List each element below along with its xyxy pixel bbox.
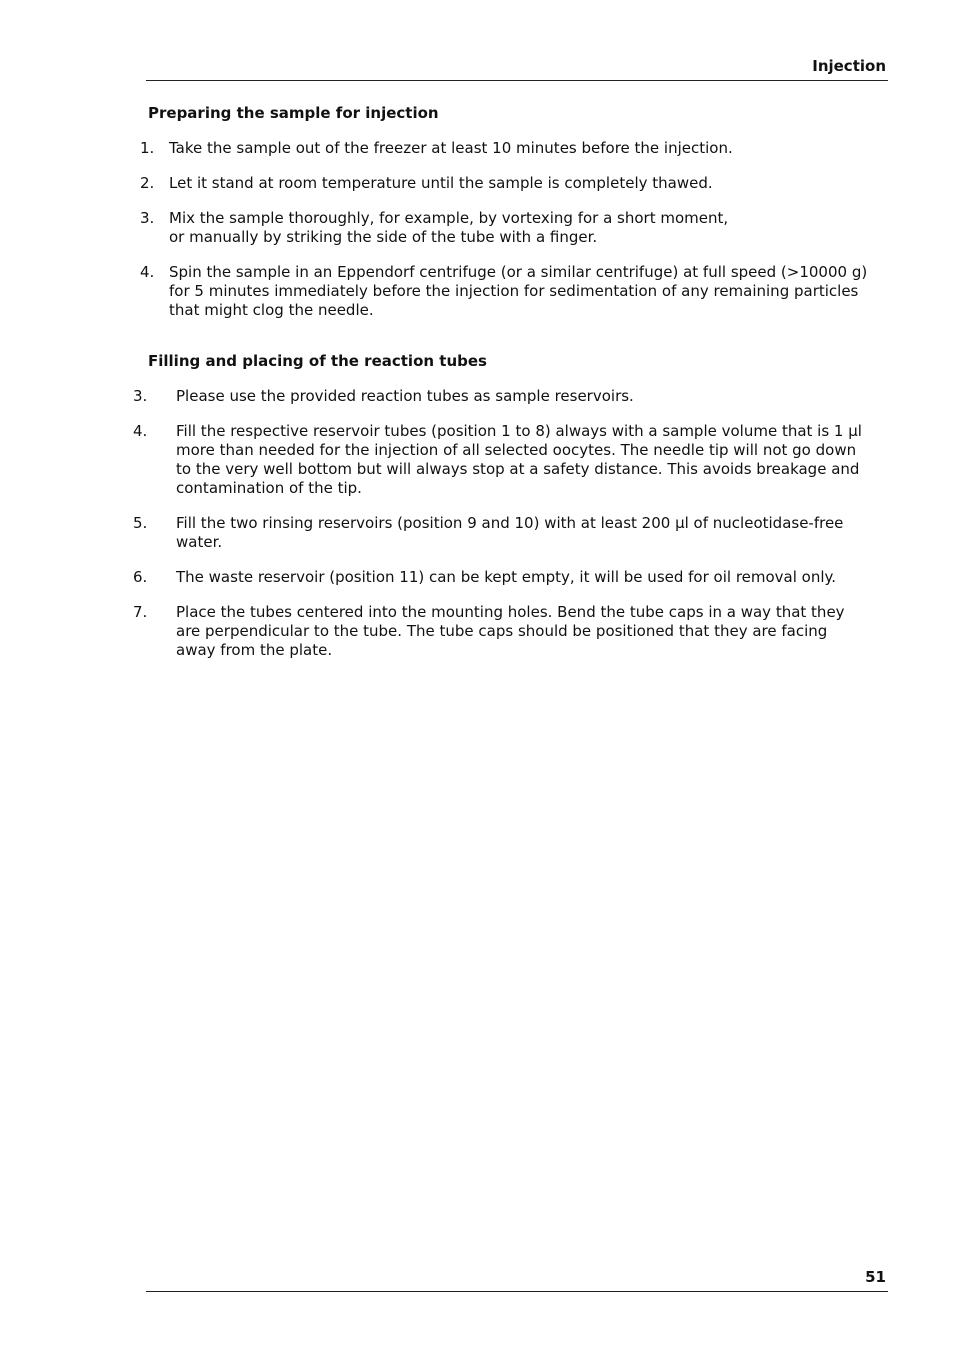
list-item-line: for 5 minutes immediately before the injection for sedimentation of any remaining particles xyxy=(169,282,859,300)
list-item-line: to the very well bottom but will always stop at a safety distance. This avoids breakage and xyxy=(176,460,860,478)
list-item-number: 4. xyxy=(133,422,148,440)
list-item-number: 3. xyxy=(140,209,155,227)
list-item-line: Fill the respective reservoir tubes (position 1 to 8) always with a sample volume that is 1 µl xyxy=(176,422,862,440)
list-item-number: 1. xyxy=(140,139,155,157)
list-item-line: that might clog the needle. xyxy=(169,301,374,319)
section-heading-preparing-sample: Preparing the sample for injection xyxy=(148,104,439,122)
list-item-text xyxy=(176,568,836,587)
list-item-text xyxy=(169,139,733,158)
list-item-text xyxy=(169,263,867,320)
list-item-line: away from the plate. xyxy=(176,641,333,659)
list-item-text xyxy=(176,603,845,660)
list-item-line: Fill the two rinsing reservoirs (position 9 and 10) with at least 200 µl of nucleotidase-free xyxy=(176,514,844,532)
list-item-line: Spin the sample in an Eppendorf centrifuge (or a similar centrifuge) at full speed (>10000 g) xyxy=(169,263,868,281)
list-item-line: Take the sample out of the freezer at least 10 minutes before the injection. xyxy=(169,139,733,157)
list-item-line: Please use the provided reaction tubes as sample reservoirs. xyxy=(176,387,634,405)
list-item-line: Mix the sample thoroughly, for example, by vortexing for a short moment, xyxy=(169,209,729,227)
list-item-number: 4. xyxy=(140,263,155,281)
list-item-line: water. xyxy=(176,533,223,551)
list-item-text xyxy=(169,209,728,247)
list-item-number: 5. xyxy=(133,514,148,532)
list-item-text xyxy=(176,387,634,406)
list-item-line: Let it stand at room temperature until the sample is completely thawed. xyxy=(169,174,713,192)
list-item-text xyxy=(176,422,862,498)
list-item-text xyxy=(169,174,713,193)
section-heading-filling-tubes: Filling and placing of the reaction tubes xyxy=(148,352,487,370)
list-item-number: 2. xyxy=(140,174,155,192)
list-item-line: more than needed for the injection of all selected oocytes. The needle tip will not go down xyxy=(176,441,857,459)
list-item-line: The waste reservoir (position 11) can be kept empty, it will be used for oil removal only. xyxy=(176,568,837,586)
page-number: 51 xyxy=(865,1268,886,1286)
list-item-line: are perpendicular to the tube. The tube caps should be positioned that they are facing xyxy=(176,622,828,640)
footer-divider xyxy=(146,1291,888,1292)
running-header-title: Injection xyxy=(812,57,886,75)
list-item-line: Place the tubes centered into the mounting holes. Bend the tube caps in a way that they xyxy=(176,603,845,621)
list-item-number: 3. xyxy=(133,387,148,405)
list-item-number: 7. xyxy=(133,603,148,621)
list-item-number: 6. xyxy=(133,568,148,586)
list-item-line: contamination of the tip. xyxy=(176,479,362,497)
header-divider xyxy=(146,80,888,81)
list-item-text xyxy=(176,514,843,552)
list-item-line: or manually by striking the side of the tube with a finger. xyxy=(169,228,598,246)
